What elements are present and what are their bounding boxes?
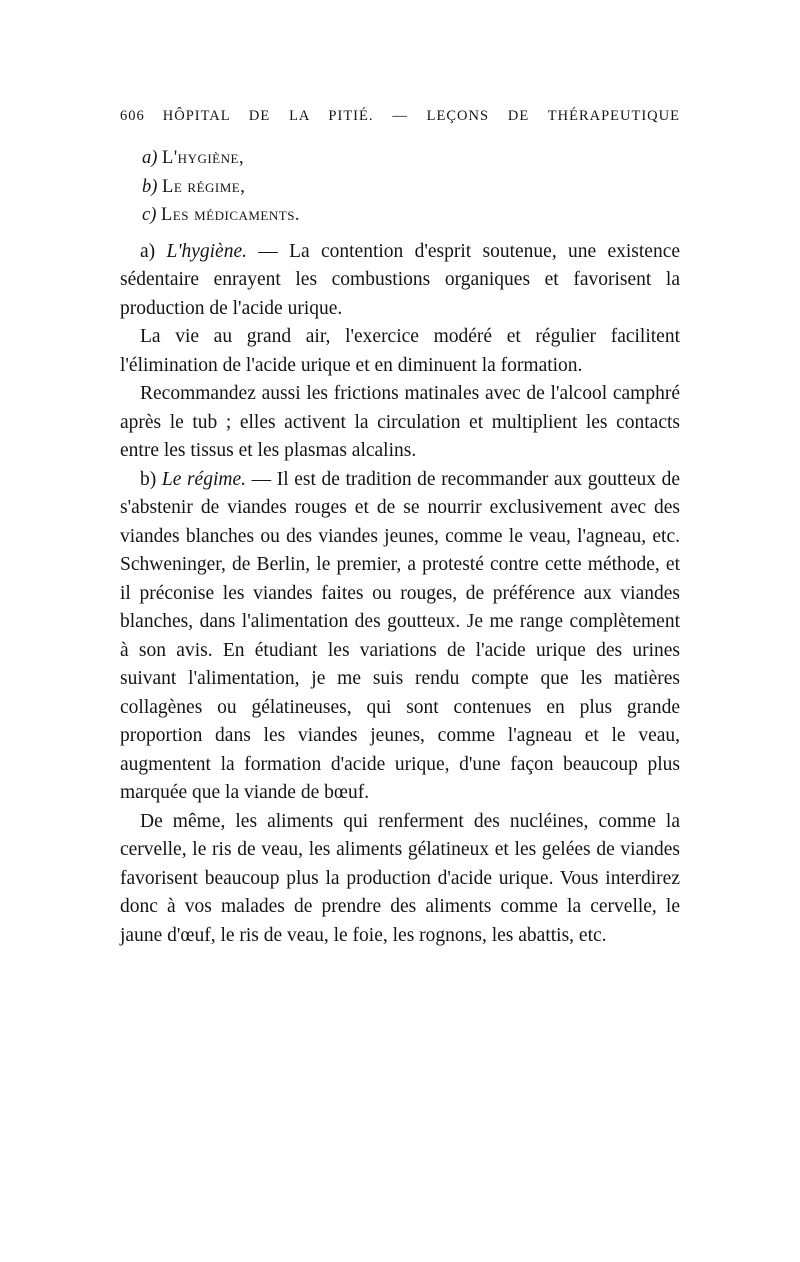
list-item xyxy=(142,201,680,230)
paragraph-open-air xyxy=(120,323,680,380)
list-item-letter: a) xyxy=(142,148,158,168)
list-item-label: Les médicaments. xyxy=(161,205,301,225)
section-lead: L'hygiène. xyxy=(166,240,247,262)
paragraph-frictions xyxy=(120,380,680,466)
running-title: HÔPITAL DE LA PITIÉ. — LEÇONS DE THÉRAPEUTIQUE xyxy=(162,108,680,124)
list-item-label: Le régime, xyxy=(162,176,246,197)
paragraph-text: De même, les aliments qui renferment des nucléines, comme la cervelle, le ris de veau, les aliments gélatineux et les gelées de viandes favorisent beaucoup plus la production d'acide urique. Vous interdirez donc à vos malades de prendre des aliments comme la cervelle, le jaune d'œuf, le ris de veau, le foie, les rognons, les abattis, etc. xyxy=(120,810,680,946)
topic-list xyxy=(142,144,680,230)
paragraph-text: — La contention d'esprit soutenue, une existence sédentaire enrayent les combustions organiques et favorisent la production de l'acide urique. xyxy=(120,240,681,319)
list-item-label: L'hygiène, xyxy=(162,148,245,168)
running-header xyxy=(120,108,680,142)
paragraph-text: La vie au grand air, l'exercice modéré et régulier facilitent l'élimination de l'acide urique et en diminuent la formation. xyxy=(120,326,680,376)
paragraph-regime xyxy=(120,466,680,808)
paragraph-text: — Il est de tradition de recommander aux goutteux de s'abstenir de viandes rouges et de se nourrir exclusivement avec des viandes blanches ou des viandes jeunes, comme le veau, l'agneau, etc. Schweninger, de Berlin, le premier, a protesté contre cette méthode, et il préconise les viandes faites ou rouges, de préférence aux viandes blanches, dans l'alimentation des goutteux. Je me range complètement à son avis. En étudiant les variations de l'acide urique des urines suivant l'alimentation, je me suis rendu compte que les matières collagènes ou gélatineuses, qui sont contenues en plus grande proportion dans les viandes jeunes, comme l'agneau et le veau, augmentent la formation d'acide urique, d'une façon beaucoup plus marquée que la viande de bœuf. xyxy=(120,468,681,803)
paragraph-text: Recommandez aussi les frictions matinales avec de l'alcool camphré après le tub ; elles activent la circulation et multiplient les contacts entre les tissus et les plasmas alcalins. xyxy=(120,383,680,461)
section-marker: b) xyxy=(140,468,157,490)
paragraph-nucleines xyxy=(120,808,680,951)
book-page xyxy=(120,108,680,950)
list-item xyxy=(142,173,680,202)
list-item-letter: b) xyxy=(142,176,158,197)
paragraph-hygiene xyxy=(120,238,680,324)
list-item xyxy=(142,144,680,173)
list-item-letter: c) xyxy=(142,205,157,225)
section-lead: Le régime. xyxy=(161,468,246,490)
section-marker: a) xyxy=(140,240,156,262)
page-number: 606 xyxy=(120,108,145,124)
